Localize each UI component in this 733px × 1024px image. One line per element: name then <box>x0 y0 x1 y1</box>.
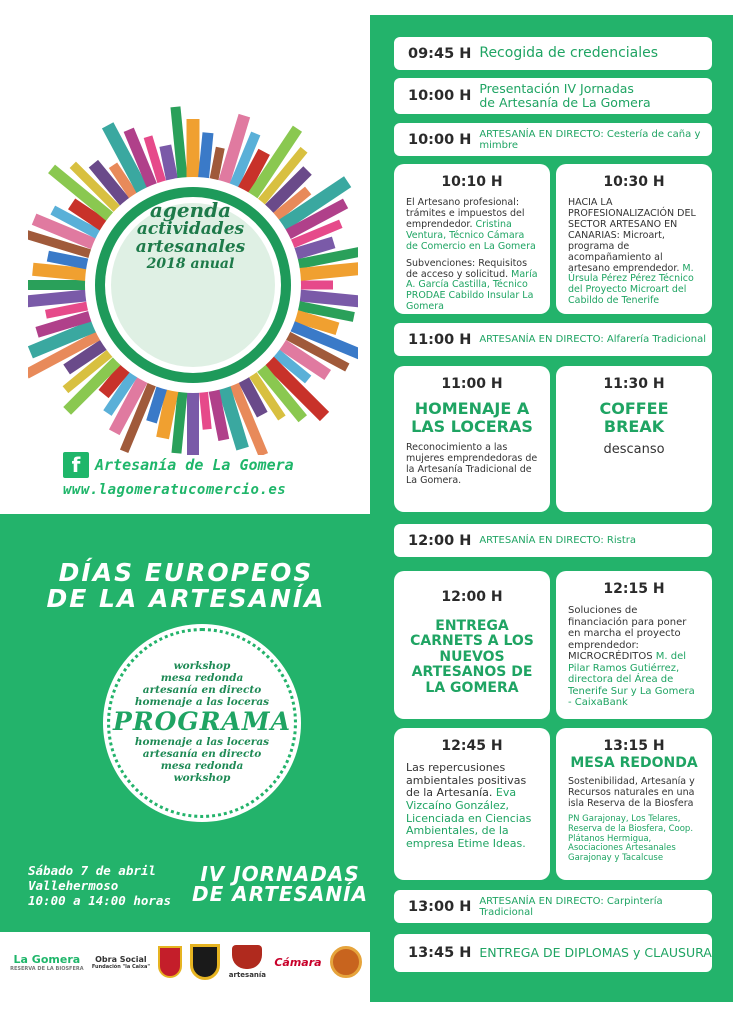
card-p1-dark: El Artesano profesional: trámites e impuestos del emprendedor. <box>406 197 525 230</box>
card-time: 12:15 H <box>603 581 665 597</box>
agenda-time: 12:00 H <box>408 532 472 549</box>
card-p1-dark: HACIA LA PROFESIONALIZACIÓN DEL SECTOR ARTESANO EN CANARIAS: Microart, programa de acompañamiento al artesano emprendedor. <box>568 197 696 274</box>
agenda-text-line1: Presentación IV Jornadas <box>479 81 634 97</box>
date-line1: Sábado 7 de abril <box>28 863 156 878</box>
agenda-text: ENTREGA DE DIPLOMAS y CLAUSURA <box>479 945 712 961</box>
agenda-item-0945 <box>394 37 712 70</box>
agenda-time: 10:00 H <box>408 131 472 148</box>
card-headline: ENTREGA CARNETS A LOS NUEVOS ARTESANOS DE LA GOMERA <box>410 618 534 696</box>
dias-line1: DÍAS EUROPEOS <box>58 558 314 587</box>
social-links <box>63 452 294 498</box>
card-p1-dark: Soluciones de financiación para poner en marcha el proyecto emprendedor: MICROCRÉDITOS <box>568 605 687 662</box>
programa-top-2: mesa redonda <box>160 672 244 685</box>
programa-bottom-2: artesanía en directo <box>142 747 262 760</box>
programa-bottom-1: homenaje a las loceras <box>134 735 270 748</box>
card-body: descanso <box>603 442 665 458</box>
agenda-text: ARTESANÍA EN DIRECTO: Alfarería Tradicional <box>479 334 707 345</box>
website-link[interactable]: www.lagomeratucomercio.es <box>63 482 287 498</box>
card-p1-green: Cristina Ventura, Técnico Cámara de Comercio en La Gomera <box>406 218 536 252</box>
sponsor-logos <box>0 932 372 992</box>
agenda-text: Recogida de credenciales <box>479 44 659 61</box>
programa-top-3: artesanía en directo <box>142 684 262 697</box>
badge-title <box>123 200 258 271</box>
programa-bottom-4: workshop <box>173 771 231 784</box>
badge-line4: 2018 anual <box>146 255 235 272</box>
card-headline: HOMENAJE A LAS LOCERAS <box>411 399 533 436</box>
jornadas-line1: IV JORNADAS <box>200 862 360 886</box>
agenda-item-1200-ristra <box>394 524 712 557</box>
card-p1-green: M. Úrsula Pérez Pérez Técnico del Proyecto Microart del Cabildo de Tenerife <box>568 262 694 307</box>
sponsor-obra-name: Obra Social <box>95 954 147 964</box>
card-p1-green: Eva Vizcaíno González, Licenciada en Ciencias Ambientales, de la empresa Etime Ideas. <box>406 786 532 850</box>
card-1215 <box>556 571 712 719</box>
card-p1-green: M. del Pilar Ramos Gutiérrez, directora del Área de Tenerife Sur y La Gomera - CaixaBank <box>568 651 695 708</box>
jornadas-title <box>192 864 368 904</box>
programa-text <box>107 660 297 784</box>
agenda-time: 11:00 H <box>408 331 472 348</box>
sponsor-camara: Cámara <box>274 955 322 969</box>
programa-top-1: workshop <box>173 660 231 672</box>
card-p2-green: María A. García Castilla, Técnico PRODAE Cabildo Insular La Gomera <box>406 268 538 313</box>
date-line3: 10:00 a 14:00 horas <box>28 893 171 908</box>
sponsor-obra-social <box>92 955 150 970</box>
card-1130-coffee <box>556 366 712 512</box>
facebook-icon: f <box>63 452 89 478</box>
pottery-icon <box>232 945 262 969</box>
card-body <box>406 198 538 253</box>
card-time: 11:00 H <box>441 376 503 392</box>
agenda-time: 09:45 H <box>408 45 472 62</box>
agenda-item-1000-presentacion <box>394 78 712 114</box>
card-1030 <box>556 164 712 314</box>
card-headline: COFFEE BREAK <box>599 399 669 436</box>
card-1200-carnets <box>394 571 550 719</box>
card-1100-homenaje <box>394 366 550 512</box>
agenda-item-1300-carpinteria <box>394 890 712 923</box>
card-time: 12:45 H <box>441 738 503 754</box>
agenda-item-1100-alfareria <box>394 323 712 356</box>
card-p1-dark: Las repercusiones ambientales positivas de la Artesanía. <box>406 761 527 800</box>
card-body <box>568 605 700 709</box>
sponsor-la-gomera <box>10 953 83 972</box>
jornadas-line2: DE ARTESANÍA <box>192 882 369 906</box>
card-body <box>406 762 538 850</box>
agenda-text-line2: de Artesanía de La Gomera <box>479 95 651 110</box>
sponsor-gomera-sub: RESERVA DE LA BIOSFERA <box>10 965 84 972</box>
seal-icon <box>330 946 362 978</box>
card-body-2: PN Garajonay, Los Telares, Reserva de la Biosfera, Coop. Plátanos Hermigua, Asociaciones Artesanales Garajonay y Tacalcuse <box>568 814 694 864</box>
card-time: 10:10 H <box>441 174 503 190</box>
sponsor-artesania <box>229 945 266 979</box>
card-1245 <box>394 728 550 880</box>
card-time: 10:30 H <box>603 174 665 190</box>
dias-line2: DE LA ARTESANÍA <box>46 584 326 614</box>
card-p2-dark: Subvenciones: Requisitos de acceso y solicitud. <box>406 257 528 280</box>
card-time: 13:15 H <box>603 738 665 754</box>
cabildo-shield-icon <box>190 944 220 980</box>
programa-bottom-3: mesa redonda <box>160 759 244 772</box>
facebook-label: Artesanía de La Gomera <box>95 456 294 474</box>
card-1315-mesa <box>556 728 712 880</box>
card-1010 <box>394 164 550 314</box>
card-body-2 <box>406 259 538 314</box>
card-headline: MESA REDONDA <box>570 755 698 771</box>
agenda-item-1000-cesteria <box>394 123 712 156</box>
agenda-text <box>479 82 650 110</box>
dias-europeos-title <box>0 560 372 613</box>
card-body: Reconocimiento a las mujeres emprendedoras de la Artesanía Tradicional de La Gomera. <box>406 442 538 486</box>
agenda-time: 10:00 H <box>408 88 472 104</box>
badge-line2: actividades <box>136 219 245 239</box>
agenda-text: ARTESANÍA EN DIRECTO: Carpintería Tradicional <box>479 895 663 918</box>
agenda-text: ARTESANÍA EN DIRECTO: Ristra <box>479 535 636 546</box>
programa-title: PROGRAMA <box>113 707 291 737</box>
coat-of-arms-icon <box>158 946 182 978</box>
agenda-time: 13:00 H <box>408 898 472 915</box>
badge-line1: agenda <box>149 198 232 222</box>
sponsor-artesania-name: artesanía <box>228 971 267 979</box>
sponsor-obra-sub: Fundación "la Caixa" <box>91 963 150 970</box>
card-body <box>568 198 700 307</box>
date-line2: Vallehermoso <box>28 878 119 893</box>
facebook-row[interactable] <box>63 452 294 478</box>
programa-top-4: homenaje a las loceras <box>134 696 270 709</box>
sponsor-gomera-name: La Gomera <box>13 952 81 966</box>
agenda-logo <box>28 55 358 455</box>
event-date <box>28 863 171 908</box>
badge-line3: artesanales <box>135 236 246 257</box>
card-time: 12:00 H <box>441 589 503 605</box>
agenda-time: 13:45 H <box>408 945 472 961</box>
card-time: 11:30 H <box>603 376 665 392</box>
card-body: Sostenibilidad, Artesanía y Recursos naturales en una isla Reserva de la Biosfera <box>568 776 695 810</box>
agenda-text: ARTESANÍA EN DIRECTO: Cestería de caña y mimbre <box>479 128 701 151</box>
agenda-item-1345-clausura <box>394 934 712 972</box>
